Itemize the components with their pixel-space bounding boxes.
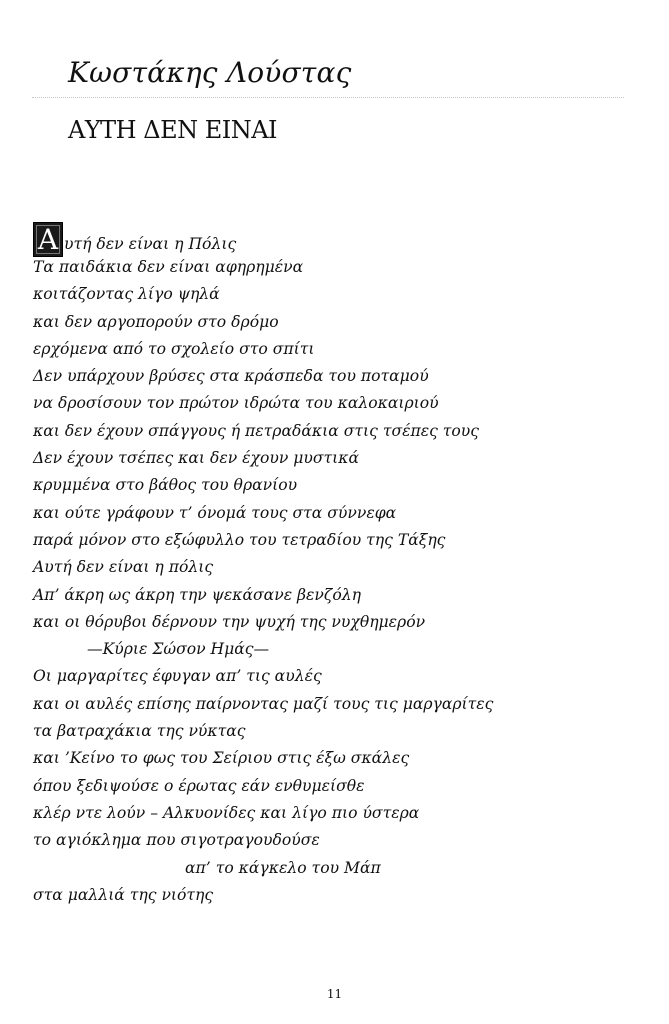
poem-line: και δεν αργοπορούν στο δρόμο	[33, 312, 279, 331]
poem-line: Δεν έχουν τσέπες και δεν έχουν μυστικά	[33, 449, 360, 468]
poem-line: κοιτάζοντας λίγο ψηλά	[33, 285, 220, 304]
poem-body	[33, 224, 633, 909]
poem-line: και δεν έχουν σπάγγους ή πετραδάκια στις τσέπες τους	[33, 421, 479, 440]
author-name: Κωστάκης Λούστας	[68, 56, 352, 89]
poem-line: και ούτε γράφουν τ’ όνομά τους στα σύννεφα	[33, 503, 397, 522]
poem-line: να δροσίσουν τον πρώτον ιδρώτα του καλοκαιριού	[33, 394, 439, 413]
poem-line: απ’ το κάγκελο του Μάπ	[185, 858, 381, 877]
poem-line: το αγιόκλημα που σιγοτραγουδούσε	[33, 831, 320, 850]
page-number: 11	[326, 987, 343, 1001]
poem-line: κλέρ ντε λούν – Αλκυονίδες και λίγο πιο ύστερα	[33, 803, 420, 822]
poem-line: ερχόμενα από το σχολείο στο σπίτι	[33, 339, 315, 358]
poem-line: στα μαλλιά της νιότης	[33, 885, 214, 904]
poem-line: παρά μόνον στο εξώφυλλο του τετραδίου της Τάξης	[33, 530, 446, 549]
poem-line: —Κύριε Σώσον Ημάς—	[87, 640, 270, 659]
first-line-text: υτή δεν είναι η Πόλις	[64, 235, 237, 253]
poem-line: και ’Κείνο το φως του Σείριου στις έξω σκάλες	[33, 749, 410, 768]
poem-line: και οι αυλές επίσης παίρνοντας μαζί τους τις μαργαρίτες	[33, 694, 494, 713]
header-rule	[32, 97, 624, 98]
poem-line: Απ’ άκρη ως άκρη την ψεκάσανε βενζόλη	[33, 585, 361, 604]
drop-cap: Α	[33, 222, 63, 257]
poem-line: Οι μαργαρίτες έφυγαν απ’ τις αυλές	[33, 667, 322, 686]
poem-line: τα βατραχάκια της νύκτας	[33, 722, 246, 741]
poem-line: Δεν υπάρχουν βρύσες στα κράσπεδα του ποταμού	[33, 367, 429, 386]
poem-line: Αυτή δεν είναι η πόλις	[33, 558, 214, 577]
poem-line: Τα παιδάκια δεν είναι αφηρημένα	[33, 258, 304, 276]
poem-title: ΑΥΤΗ ΔΕΝ ΕΙΝΑΙ	[68, 116, 278, 144]
poem-line: και οι θόρυβοι δέρνουν την ψυχή της νυχθημερόν	[33, 612, 426, 631]
poem-line	[33, 224, 633, 254]
poem-line: κρυμμένα στο βάθος του θρανίου	[33, 476, 298, 495]
poem-line: όπου ξεδιψούσε ο έρωτας εάν ενθυμείσθε	[33, 776, 365, 795]
